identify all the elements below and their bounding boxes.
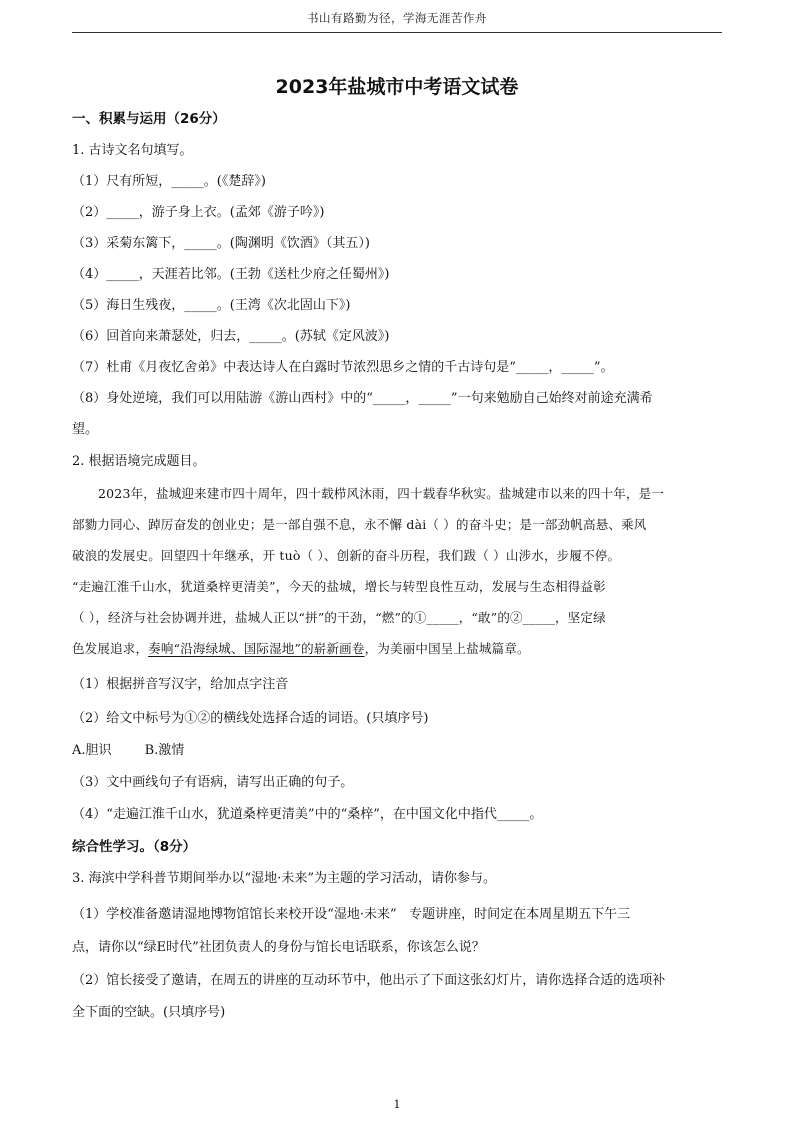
question-2-sub2: （2）给文中标号为①②的横线处选择合适的词语。(只填序号)	[72, 711, 429, 726]
underlined-sentence: 奏响“沿海绿城、国际湿地”的崭新画卷	[148, 641, 365, 656]
question-2-sub1: （1）根据拼音写汉字，给加点字注音	[72, 677, 289, 692]
question-1-item: （6）回首向来萧瑟处，归去，_____。(苏轼《定风波》)	[72, 329, 390, 344]
page-number: 1	[393, 1098, 401, 1111]
passage-line	[72, 640, 722, 658]
passage-line: （ ），经济与社会协调并进，盐城人正以“拼”的干劲，“燃”的①_____，“敢”的②_____，坚定绿	[72, 610, 606, 625]
question-3-sub2: （2）馆长接受了邀请，在周五的讲座的互动环节中，他出示了下面这张幻灯片，请你选择合适的选项补	[72, 973, 666, 988]
question-1-item: （4）_____，天涯若比邻。(王勃《送杜少府之任蜀州》)	[72, 267, 390, 282]
question-1-item: （7）杜甫《月夜忆舍弟》中表达诗人在白露时节浓烈思乡之情的千古诗句是“_____，_____”。	[72, 360, 614, 375]
passage-line: “走遍江淮千山水，犹道桑梓更清美”，今天的盐城，增长与转型良性互动，发展与生态相得益彰	[72, 579, 606, 594]
question-3-sub1: （1）学校准备邀请湿地博物馆馆长来校开设“湿地·未来” 专题讲座，时间定在本周星期五下午三	[72, 907, 631, 922]
question-1-stem: 1. 古诗文名句填写。	[72, 143, 193, 158]
question-3-stem: 3. 海滨中学科普节期间举办以“湿地·未来”为主题的学习活动，请你参与。	[72, 871, 496, 886]
passage-line: 部勠力同心、踔厉奋发的创业史；是一部自强不息，永不懈 dài（ ）的奋斗史；是一部劲帆高悬、乘风	[72, 517, 647, 532]
question-2-options: A.胆识 B.激情	[72, 743, 185, 758]
question-1-item: （8）身处逆境，我们可以用陆游《游山西村》中的“_____，_____”一句来勉励自己始终对前途充满希	[72, 391, 653, 406]
header-motto: 书山有路勤为径，学海无涯苦作舟	[307, 11, 487, 25]
section-heading-accumulation: 一、积累与运用（26分）	[72, 111, 226, 127]
question-1-item: （5）海日生残夜，_____。(王湾《次北固山下》)	[72, 298, 351, 313]
question-3-sub2-cont: 全下面的空缺。(只填序号)	[72, 1005, 226, 1020]
passage-line: 破浪的发展史。回望四十年继承，开 tuò（ ）、创新的奋斗历程，我们跋（ ）山涉水，步履不停。	[72, 548, 621, 563]
question-2-stem: 2. 根据语境完成题目。	[72, 454, 206, 469]
passage-text: 色发展追求，	[72, 641, 149, 656]
section-heading-comprehensive: 综合性学习。（8分）	[72, 839, 197, 855]
passage-line: 2023年，盐城迎来建市四十周年，四十载栉风沐雨，四十载春华秋实。盐城建市以来的四十年，是一	[98, 486, 665, 501]
question-1-item: （3）采菊东篱下，_____。(陶渊明《饮酒》（其五）)	[72, 236, 370, 251]
question-1-item: 望。	[72, 422, 99, 437]
header-divider	[72, 32, 722, 33]
passage-text: ，为美丽中国呈上盐城篇章。	[364, 641, 530, 656]
question-2-sub3: （3）文中画线句子有语病，请写出正确的句子。	[72, 775, 354, 790]
page-title: 2023年盐城市中考语文试卷	[275, 76, 519, 98]
question-2-sub4: （4）“走遍江淮千山水，犹道桑梓更清美”中的“桑梓”，在中国文化中指代_____。	[72, 807, 543, 822]
question-1-item: （1）尺有所短，_____。(《楚辞》)	[72, 174, 266, 189]
question-1-item: （2）_____，游子身上衣。(孟郊《游子吟》)	[72, 205, 325, 220]
question-3-sub1-cont: 点，请你以“绿E时代”社团负责人的身份与馆长电话联系，你该怎么说？	[72, 940, 485, 955]
